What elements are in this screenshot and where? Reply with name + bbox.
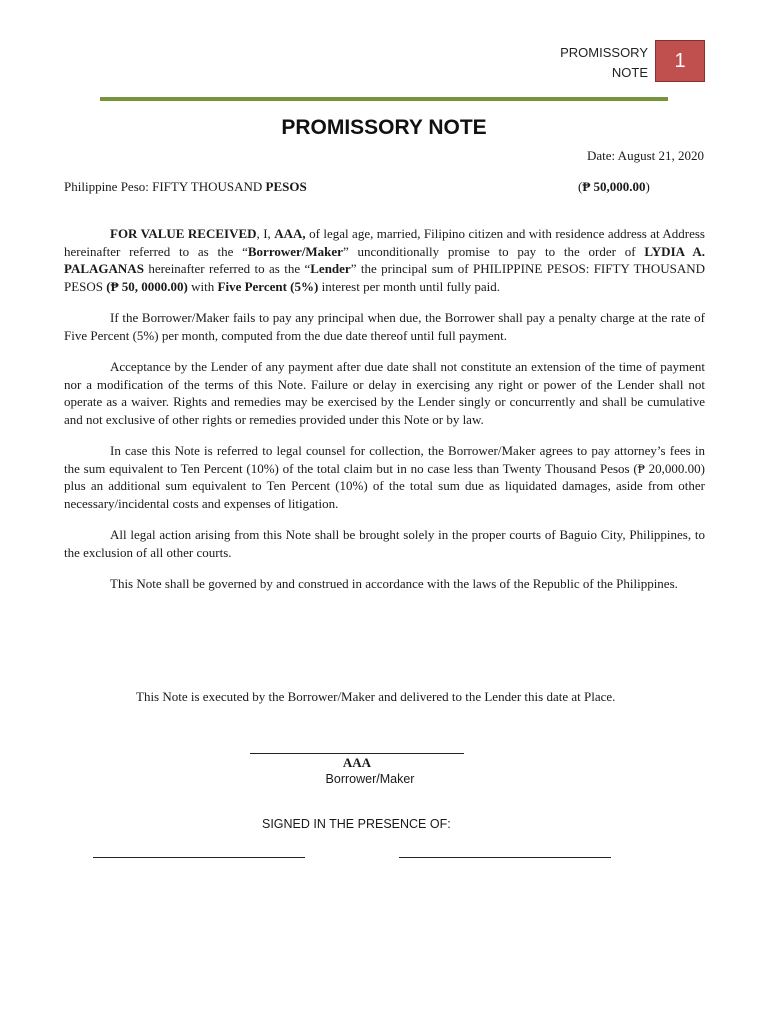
witness-heading: SIGNED IN THE PRESENCE OF: <box>262 817 451 831</box>
paragraph-attorney-fees: In case this Note is referred to legal counsel for collection, the Borrower/Maker agrees to pay attorney’s fees in the sum equivalent to Ten Percent (10%) of the total claim but in no case less than Twenty Thousand Pesos (₱ 20,000.00) plus an additional sum equivalent to Ten Percent (10%) of the total sum due as liquidated damages, aside from other necessary/incidental costs and expenses of litigation. <box>64 443 705 511</box>
amount-figure: (₱ 50,000.00) <box>578 179 650 194</box>
paragraph-penalty: If the Borrower/Maker fails to pay any principal when due, the Borrower shall pay a penalty charge at the rate of Five Percent (5%) per month, computed from the due date thereof until full payment. <box>64 310 705 343</box>
header-title <box>508 43 648 83</box>
borrower-role: Borrower/Maker <box>325 772 415 786</box>
header-title-line2: NOTE <box>611 65 648 80</box>
borrower-signature-line <box>250 753 464 754</box>
page-number-badge: 1 <box>655 40 705 82</box>
note-body <box>64 225 705 607</box>
borrower-name: AAA <box>342 755 372 770</box>
header-title-line1: PROMISSORY <box>560 45 648 60</box>
paragraph-value-received: FOR VALUE RECEIVED, I, AAA, of legal age, married, Filipino citizen and with residence address at Address hereinafter referred to as the “Borrower/Maker” unconditionally promise to pay to the order of LYDIA A. PALAGANAS hereinafter referred to as the “Lender” the principal sum of PHILIPPINE PESOS: FIFTY THOUSAND PESOS (₱ 50, 0000.00) with Five Percent (5%) interest per month until fully paid. <box>64 226 705 294</box>
amount-line <box>64 179 705 195</box>
amount-currency: PESOS <box>265 179 307 194</box>
paragraph-governing-law: This Note shall be governed by and construed in accordance with the laws of the Republic of the Philippines. <box>110 576 678 591</box>
document-date: Date: August 21, 2020 <box>587 148 704 163</box>
execution-statement: This Note is executed by the Borrower/Maker and delivered to the Lender this date at Place. <box>136 689 616 704</box>
document-title: PROMISSORY NOTE <box>281 116 487 139</box>
paragraph-venue: All legal action arising from this Note shall be brought solely in the proper courts of Baguio City, Philippines, to the exclusion of all other courts. <box>64 527 705 560</box>
witness-signature-line-right <box>399 857 611 858</box>
header-divider <box>100 97 668 101</box>
paragraph-acceptance: Acceptance by the Lender of any payment after due date shall not constitute an extension of the time of payment nor a modification of the terms of this Note. Failure or delay in exercising any right or power of the Lender shall not operate as a waiver. Rights and remedies may be exercised by the Lender singly or concurrently and shall be cumulative and not exclusive of other rights or remedies provided under this Note or by law. <box>64 359 705 427</box>
witness-signature-line-left <box>93 857 305 858</box>
amount-label: Philippine Peso: FIFTY THOUSAND <box>64 179 266 194</box>
